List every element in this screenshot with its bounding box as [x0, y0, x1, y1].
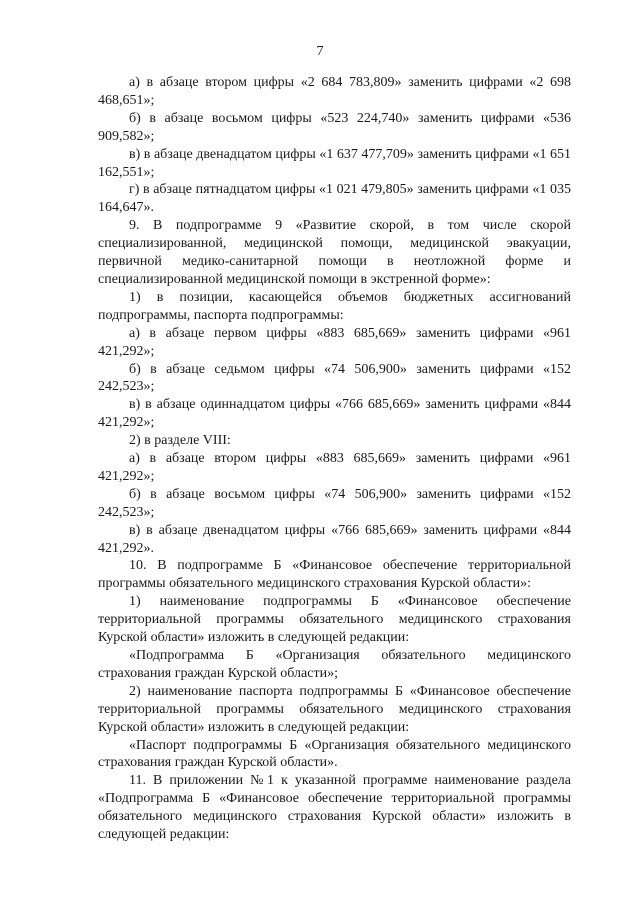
paragraph-section-10: 10. В подпрограмме Б «Финансовое обеспечение территориальной программы обязательного медицинского страхования Курской области»:: [98, 558, 571, 592]
paragraph-10-2-quote: «Паспорт подпрограммы Б «Организация обязательного медицинского страхования граждан Курской области».: [98, 737, 571, 771]
paragraph-8b-clause: б) в абзаце восьмом цифры «523 224,740» заменить цифрами «536 909,582»;: [98, 110, 571, 144]
page-number: 7: [316, 44, 324, 59]
paragraph-9-2v: в) в абзаце двенадцатом цифры «766 685,669» заменить цифрами «844 421,292».: [98, 522, 571, 556]
paragraph-10-1-quote: «Подпрограмма Б «Организация обязательного медицинского страхования граждан Курской области»;: [98, 648, 571, 681]
paragraph-section-11: 11. В приложении №1 к указанной программе наименование раздела «Подпрограмма Б «Финансовое обеспечение территориальной программы обязательного медицинского страхования Курской области» изложить в следующей редакции:: [98, 773, 571, 843]
paragraph-8g-clause: г) в абзаце пятнадцатом цифры «1 021 479,805» заменить цифрами «1 035 164,647».: [98, 182, 571, 216]
paragraph-9-2a: а) в абзаце втором цифры «883 685,669» заменить цифрами «961 421,292»;: [98, 451, 571, 484]
paragraph-9-1a: а) в абзаце первом цифры «883 685,669» заменить цифрами «961 421,292»;: [98, 325, 571, 359]
paragraph-8v-clause: в) в абзаце двенадцатом цифры «1 637 477,709» заменить цифрами «1 651 162,551»;: [98, 146, 571, 180]
paragraph-9-1b: б) в абзаце седьмом цифры «74 506,900» заменить цифрами «152 242,523»;: [98, 361, 571, 395]
paragraph-9-2b: б) в абзаце восьмом цифры «74 506,900» заменить цифрами «152 242,523»;: [98, 486, 571, 520]
paragraph-10-1: 1) наименование подпрограммы Б «Финансовое обеспечение территориальной программы обязательного медицинского страхования Курской области» изложить в следующей редакции:: [98, 594, 571, 646]
paragraph-10-2: 2) наименование паспорта подпрограммы Б «Финансовое обеспечение территориальной программы обязательного медицинского страхования Курской области» изложить в следующей редакции:: [98, 683, 571, 735]
paragraph-9-2: 2) в разделе VIII:: [129, 433, 231, 449]
paragraph-9-1v: в) в абзаце одиннадцатом цифры «766 685,669» заменить цифрами «844 421,292»;: [98, 397, 571, 431]
document-body: [98, 74, 571, 844]
paragraph-section-9: 9. В подпрограмме 9 «Развитие скорой, в том числе скорой специализированной, медицинской помощи, медицинской эвакуации, первичной медико-санитарной помощи в неотложной форме и специализированной медицинской помощи в экстренной форме»:: [98, 218, 571, 287]
paragraph-9-1: 1) в позиции, касающейся объемов бюджетных ассигнований подпрограммы, паспорта подпрограммы:: [98, 289, 571, 323]
paragraph-8a-clause: а) в абзаце втором цифры «2 684 783,809» заменить цифрами «2 698 468,651»;: [98, 75, 571, 108]
